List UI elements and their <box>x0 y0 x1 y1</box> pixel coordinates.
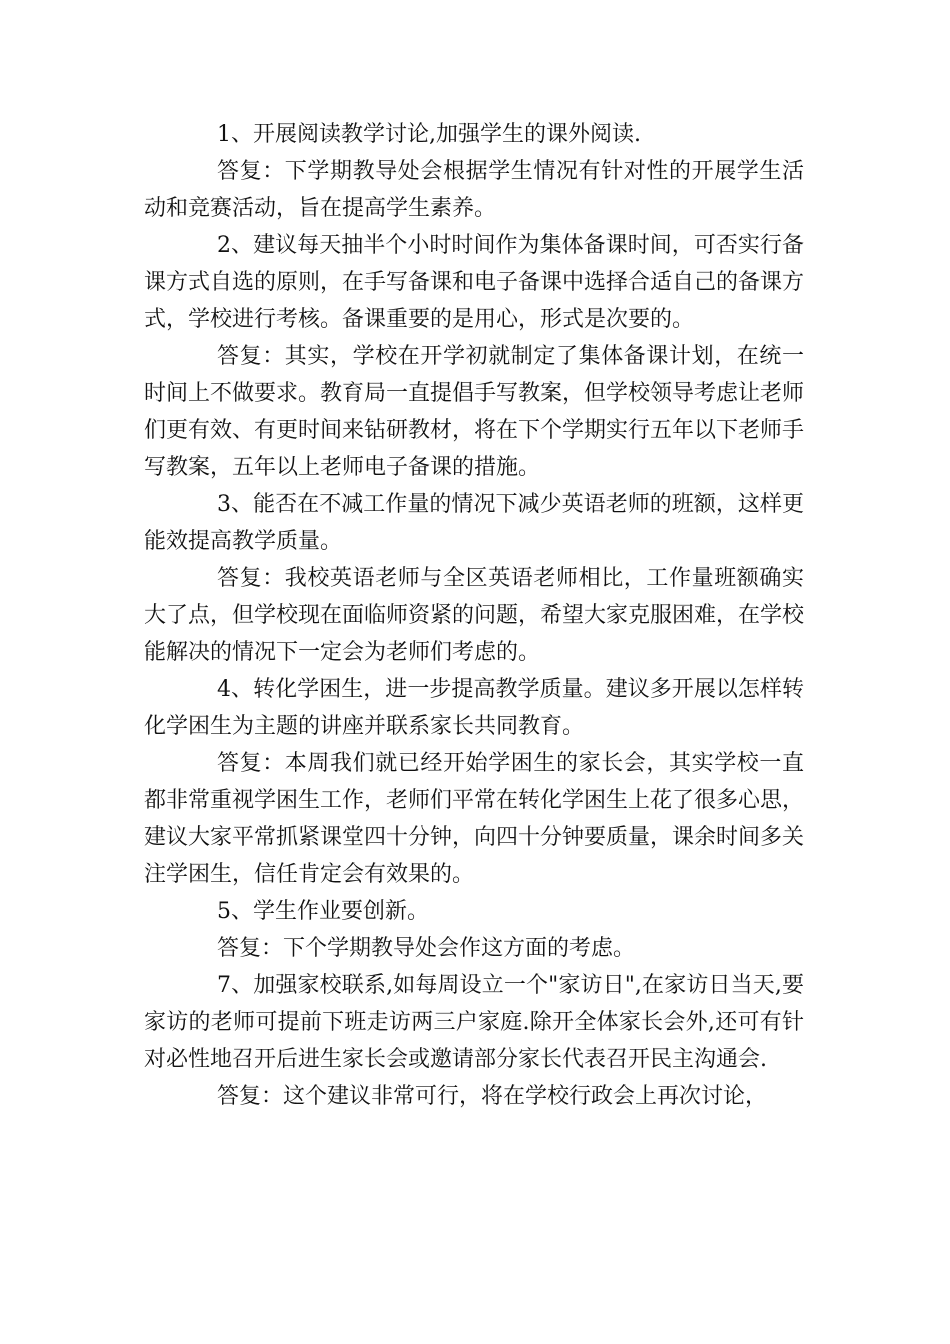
paragraph-reply-5: 答复：下个学期教导处会作这方面的考虑。 <box>217 936 636 961</box>
paragraph-suggestion-7: 7、加强家校联系,如每周设立一个"家访日",在家访日当天,要家访的老师可提前下班走访两三户家庭.除开全体家长会外,还可有针对必性地召开后进生家长会或邀请部分家长代表召开民主沟通会. <box>144 973 804 1072</box>
paragraph-suggestion-1: 1、开展阅读教学讨论,加强学生的课外阅读. <box>217 122 641 147</box>
paragraph-reply-2: 答复：其实，学校在开学初就制定了集体备课计划，在统一时间上不做要求。教育局一直提倡手写教案，但学校领导考虑让老师们更有效、有更时间来钻研教材，将在下个学期实行五年以下老师手写教案，五年以上老师电子备课的措施。 <box>144 344 805 480</box>
paragraph-suggestion-2: 2、建议每天抽半个小时时间作为集体备课时间，可否实行备课方式自选的原则，在手写备课和电子备课中选择合适自己的备课方式，学校进行考核。备课重要的是用心，形式是次要的。 <box>144 233 805 332</box>
paragraph-reply-7: 答复：这个建议非常可行，将在学校行政会上再次讨论， <box>217 1084 768 1109</box>
document-body <box>144 116 804 1115</box>
paragraph-suggestion-5: 5、学生作业要创新。 <box>217 899 429 924</box>
paragraph-suggestion-3: 3、能否在不减工作量的情况下减少英语老师的班额，这样更能效提高教学质量。 <box>144 492 804 554</box>
paragraph-reply-4: 答复：本周我们就已经开始学困生的家长会，其实学校一直都非常重视学困生工作，老师们平常在转化学困生上花了很多心思，建议大家平常抓紧课堂四十分钟，向四十分钟要质量，课余时间多关注学困生，信任肯定会有效果的。 <box>144 751 805 887</box>
paragraph-reply-3: 答复：我校英语老师与全区英语老师相比，工作量班额确实大了点，但学校现在面临师资紧的问题，希望大家克服困难，在学校能解决的情况下一定会为老师们考虑的。 <box>144 566 805 665</box>
paragraph-suggestion-4: 4、转化学困生，进一步提高教学质量。建议多开展以怎样转化学困生为主题的讲座并联系家长共同教育。 <box>144 677 804 739</box>
paragraph-reply-1: 答复：下学期教导处会根据学生情况有针对性的开展学生活动和竞赛活动，旨在提高学生素养。 <box>144 159 804 221</box>
